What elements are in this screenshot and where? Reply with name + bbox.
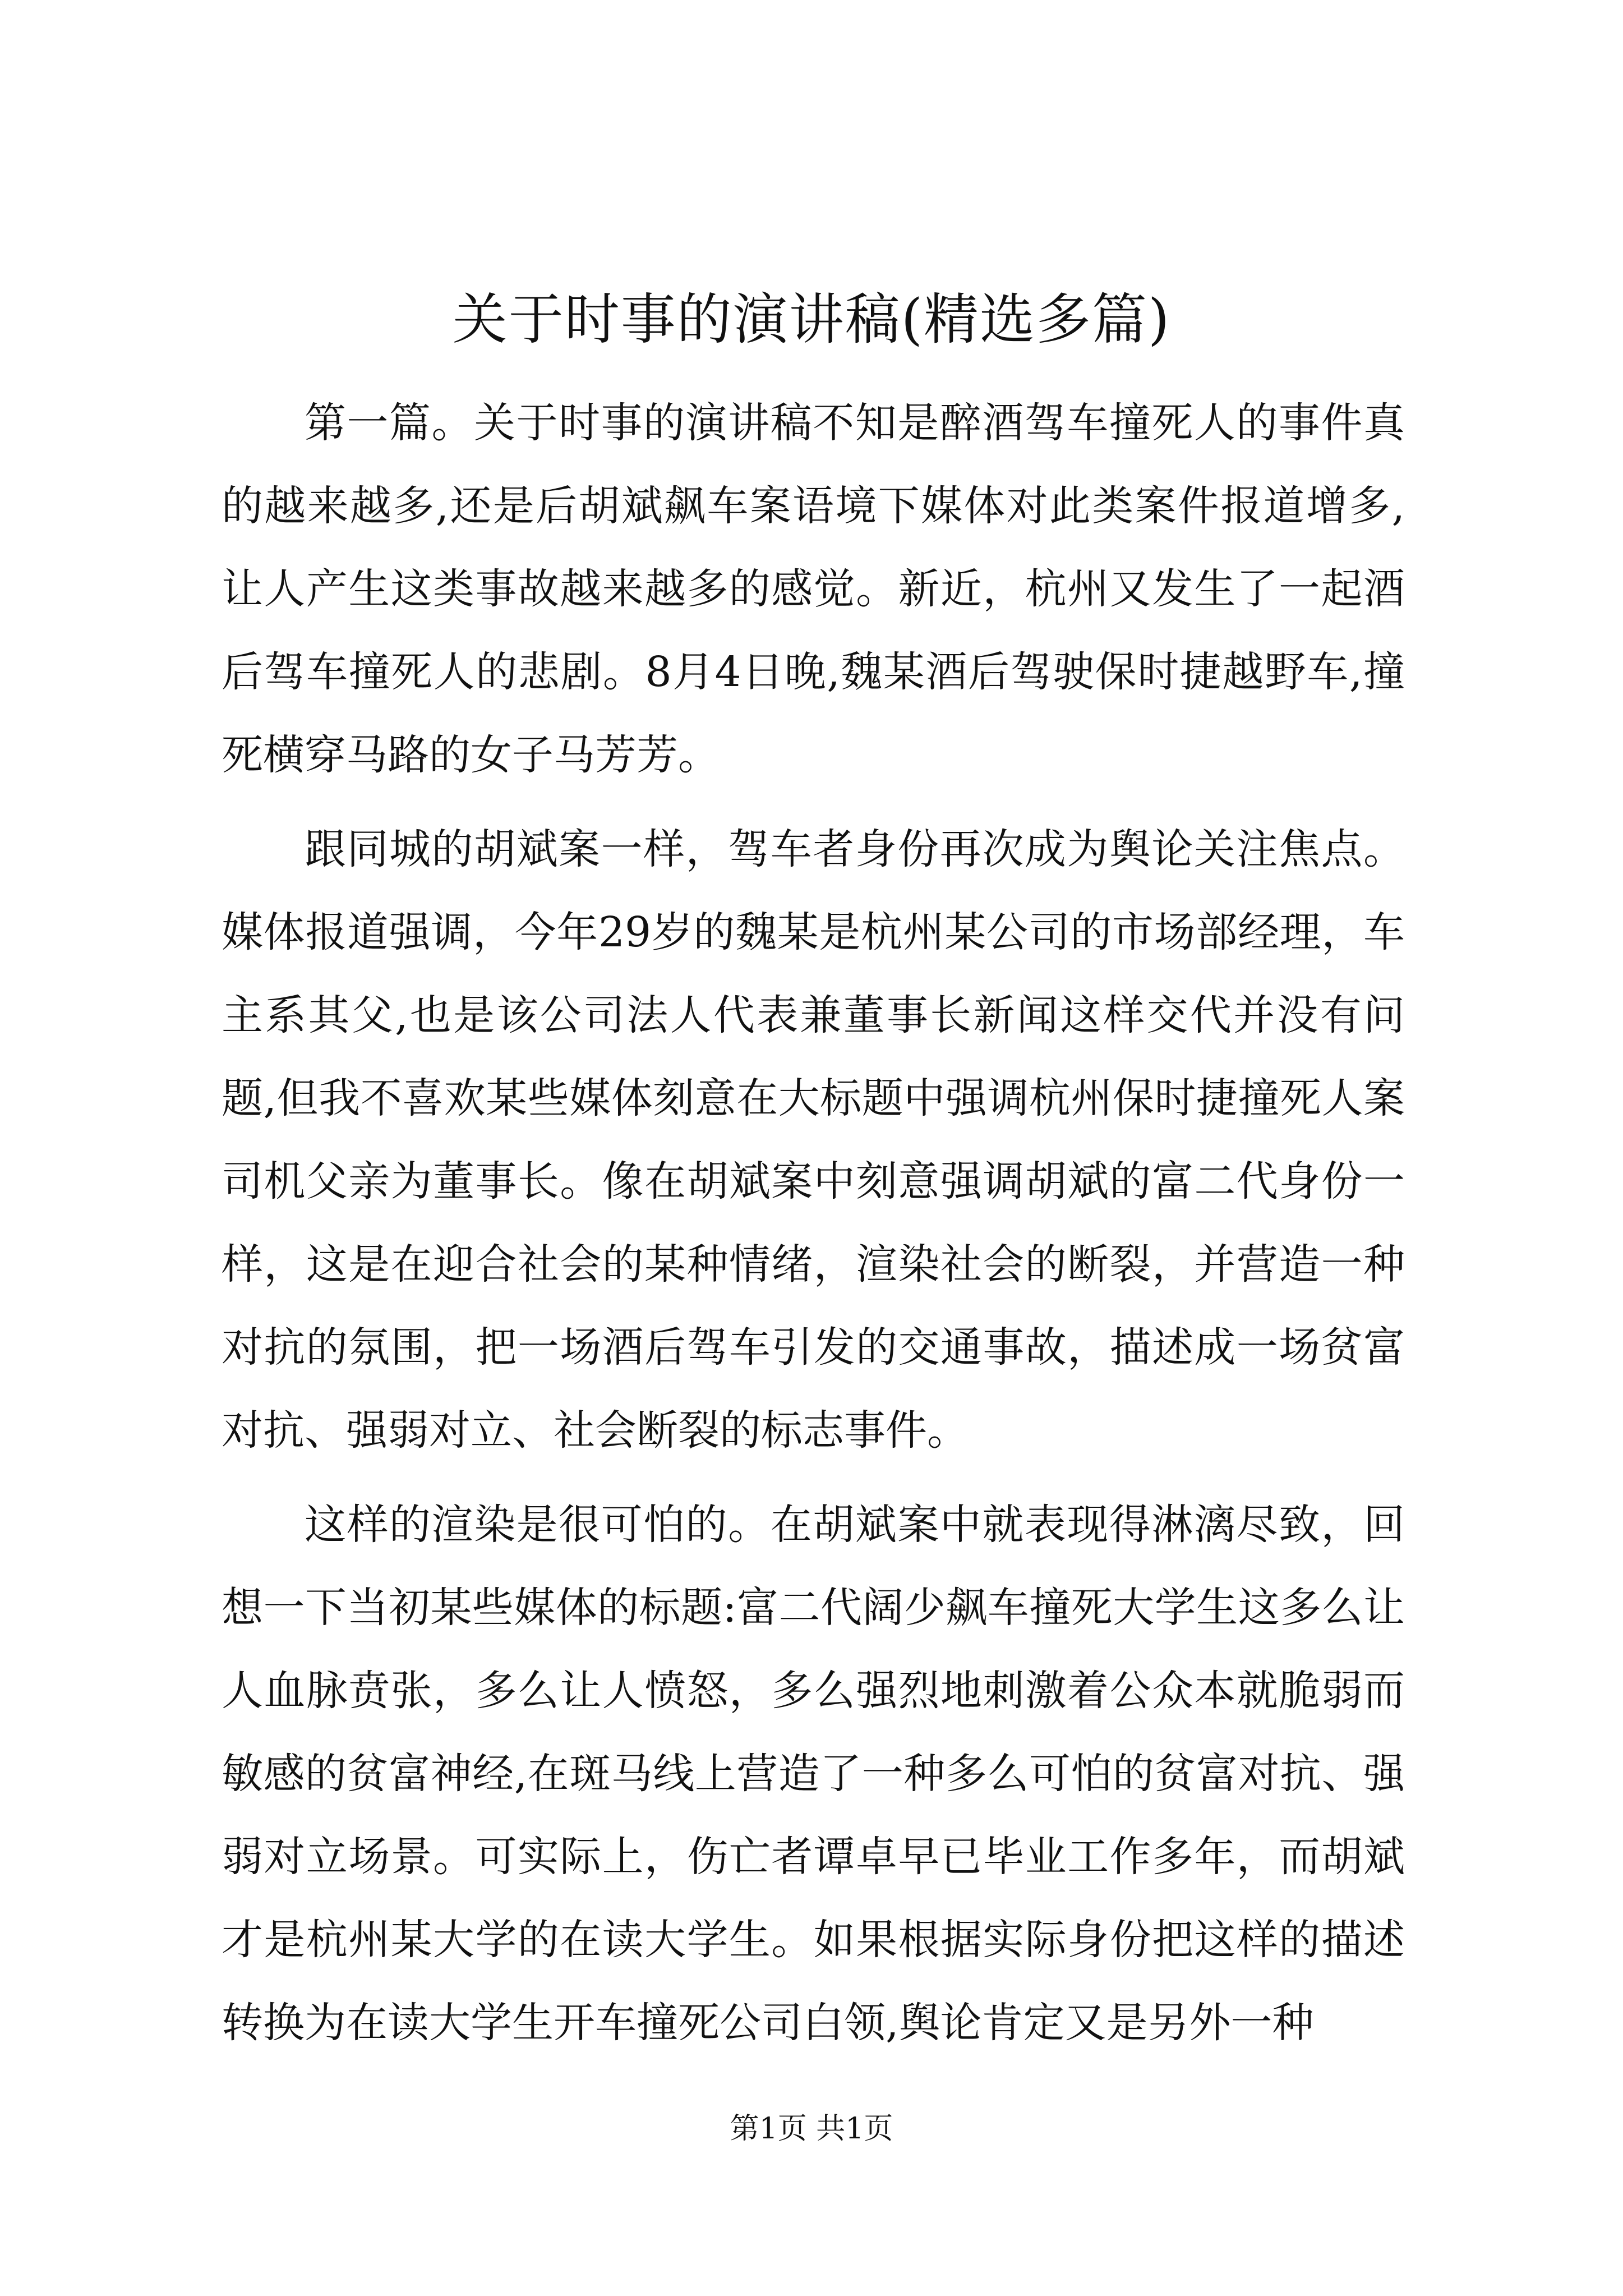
paragraph-1: 第一篇。关于时事的演讲稿不知是醉酒驾车撞死人的事件真的越来越多,还是后胡斌飙车案语境下媒体对此类案件报道增多,让人产生这类事故越来越多的感觉。新近，杭州又发生了一起酒后驾车撞死人的悲剧。8月4日晚,魏某酒后驾驶保时捷越野车,撞死横穿马路的女子马芳芳。 <box>222 399 1405 779</box>
paragraph-2: 跟同城的胡斌案一样，驾车者身份再次成为舆论关注焦点。媒体报道强调，今年29岁的魏某是杭州某公司的市场部经理，车主系其父,也是该公司法人代表兼董事长新闻这样交代并没有问题,但我不喜欢某些媒体刻意在大标题中强调杭州保时捷撞死人案司机父亲为董事长。像在胡斌案中刻意强调胡斌的富二代身份一样，这是在迎合社会的某种情绪，渲染社会的断裂，并营造一种对抗的氛围，把一场酒后驾车引发的交通事故，描述成一场贫富对抗、强弱对立、社会断裂的标志事件。 <box>222 825 1405 1455</box>
document-title: 关于时事的演讲稿(精选多篇) <box>452 288 1171 352</box>
page-footer: 第1页 共1页 <box>730 2112 893 2146</box>
paragraph-3: 这样的渲染是很可怕的。在胡斌案中就表现得淋漓尽致，回想一下当初某些媒体的标题:富二代阔少飙车撞死大学生这多么让人血脉贲张，多么让人愤怒，多么强烈地刺激着公众本就脆弱而敏感的贫富神经,在斑马线上营造了一种多么可怕的贫富对抗、强弱对立场景。可实际上，伤亡者谭卓早已毕业工作多年，而胡斌才是杭州某大学的在读大学生。如果根据实际身份把这样的描述转换为在读大学生开车撞死公司白领,舆论肯定又是另外一种 <box>222 1501 1405 2047</box>
document-body <box>222 381 1405 2064</box>
